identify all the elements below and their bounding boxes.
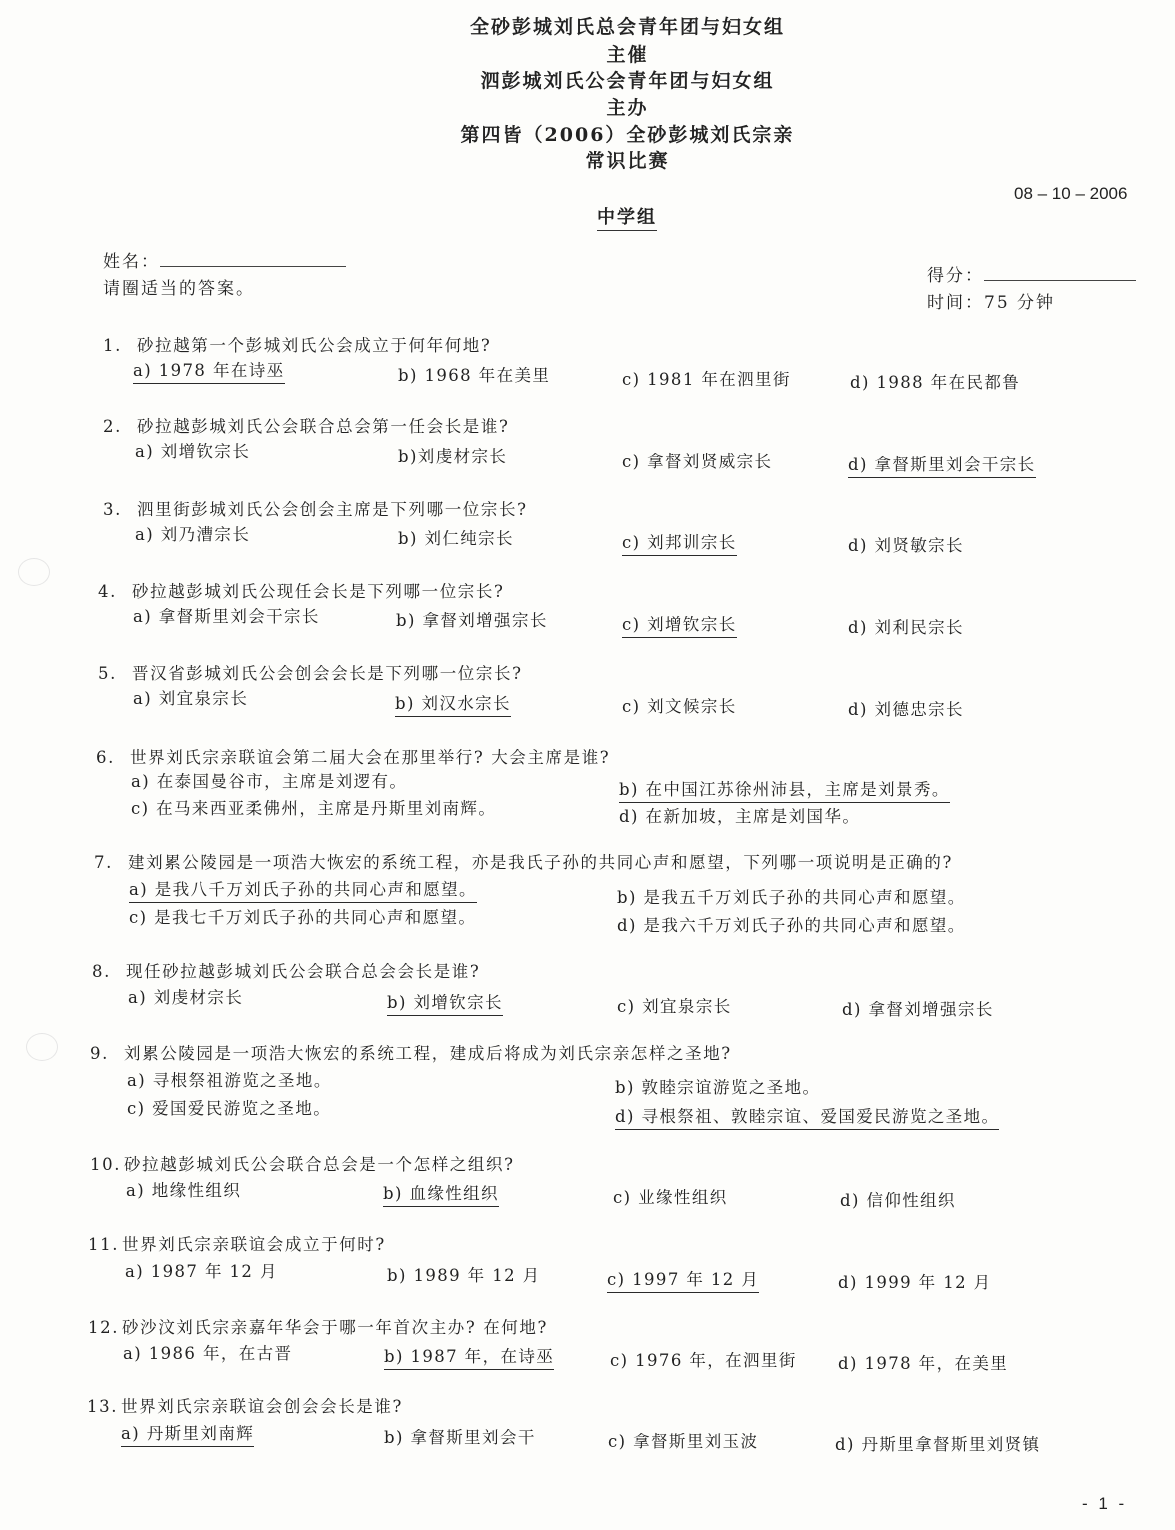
q11-option-a: a) 1987 年 12 月 bbox=[125, 1262, 278, 1281]
q5-option-a: a) 刘宜泉宗长 bbox=[133, 689, 249, 708]
q1-option-c: c) 1981 年在泗里街 bbox=[622, 370, 791, 389]
q13-option-a: a) 丹斯里刘南辉 bbox=[121, 1420, 254, 1447]
question-text: 现任砂拉越彭城刘氏公会联合总会会长是谁? bbox=[126, 962, 481, 981]
time-limit: 时间：75 分钟 bbox=[927, 293, 1056, 313]
q9-option-b: b) 敦睦宗谊游览之圣地。 bbox=[615, 1078, 821, 1097]
q2-option-b: b)刘虔材宗长 bbox=[398, 447, 508, 466]
q12-option-a: a) 1986 年，在古晋 bbox=[123, 1344, 293, 1363]
q8-option-b: b) 刘增钦宗长 bbox=[387, 989, 503, 1016]
question-8: 8. 现任砂拉越彭城刘氏公会联合总会会长是谁? bbox=[92, 962, 481, 981]
q11-option-c: c) 1997 年 12 月 bbox=[607, 1266, 759, 1293]
q6-option-b: b) 在中国江苏徐州沛县，主席是刘景秀。 bbox=[619, 776, 950, 803]
event-title: 第四皆（2006）全砂彭城刘氏宗亲 bbox=[460, 124, 795, 146]
q9-option-d: d) 寻根祭祖、敦睦宗谊、爱国爱民游览之圣地。 bbox=[615, 1103, 999, 1130]
event-subtitle: 常识比赛 bbox=[585, 150, 670, 172]
name-blank bbox=[160, 252, 346, 267]
q5-option-b: b) 刘汉水宗长 bbox=[395, 690, 511, 717]
q13-option-b: b) 拿督斯里刘会干 bbox=[384, 1428, 536, 1447]
question-2: 2. 砂拉越彭城刘氏公会联合总会第一任会长是谁? bbox=[103, 417, 510, 436]
q12-option-d: d) 1978 年，在美里 bbox=[838, 1354, 1009, 1373]
question-text: 世界刘氏宗亲联谊会第二届大会在那里举行? 大会主席是谁? bbox=[130, 748, 611, 767]
q6-option-d: d) 在新加坡，主席是刘国华。 bbox=[619, 807, 861, 826]
section-title: 中学组 bbox=[597, 203, 657, 231]
page-number: - 1 - bbox=[1082, 1494, 1128, 1513]
q12-option-b: b) 1987 年，在诗巫 bbox=[384, 1343, 554, 1370]
question-text: 砂沙汶刘氏宗亲嘉年华会于哪一年首次主办? 在何地? bbox=[122, 1318, 548, 1337]
q2-option-d: d) 拿督斯里刘会干宗长 bbox=[848, 451, 1036, 478]
q9-option-c: c) 爱国爱民游览之圣地。 bbox=[127, 1099, 332, 1118]
q10-option-c: c) 业缘性组织 bbox=[613, 1188, 728, 1207]
q3-option-d: d) 刘贤敏宗长 bbox=[848, 536, 964, 555]
q6-option-c: c) 在马来西亚柔佛州，主席是丹斯里刘南辉。 bbox=[131, 799, 497, 818]
question-text: 砂拉越彭城刘氏公会联合总会是一个怎样之组织? bbox=[124, 1155, 515, 1174]
question-text: 晋汉省彭城刘氏公会创会会长是下列哪一位宗长? bbox=[132, 664, 523, 683]
q4-option-b: b) 拿督刘增强宗长 bbox=[396, 611, 548, 630]
q10-option-a: a) 地缘性组织 bbox=[126, 1181, 242, 1200]
q10-option-d: d) 信仰性组织 bbox=[840, 1191, 956, 1210]
question-7: 7. 建刘累公陵园是一项浩大恢宏的系统工程，亦是我氏子孙的共同心声和愿望，下列哪一项说明是正确的? bbox=[94, 853, 953, 872]
q4-option-c: c) 刘增钦宗长 bbox=[622, 611, 737, 638]
host-title: 泗彭城刘氏公会青年团与妇女组 bbox=[480, 70, 775, 92]
exam-date: 08 – 10 – 2006 bbox=[1014, 184, 1128, 203]
q1-option-b: b) 1968 年在美里 bbox=[398, 366, 551, 385]
instruction: 请圈适当的答案。 bbox=[103, 279, 255, 299]
q3-option-b: b) 刘仁纯宗长 bbox=[398, 529, 514, 548]
q9-option-a: a) 寻根祭祖游览之圣地。 bbox=[127, 1071, 332, 1090]
question-6: 6. 世界刘氏宗亲联谊会第二届大会在那里举行? 大会主席是谁? bbox=[96, 748, 611, 767]
q7-option-b: b) 是我五千万刘氏子孙的共同心声和愿望。 bbox=[617, 888, 966, 907]
question-9: 9. 刘累公陵园是一项浩大恢宏的系统工程，建成后将成为刘氏宗亲怎样之圣地? bbox=[90, 1044, 732, 1063]
name-field bbox=[103, 247, 346, 272]
q7-option-d: d) 是我六千万刘氏子孙的共同心声和愿望。 bbox=[617, 916, 966, 935]
question-3: 3. 泗里街彭城刘氏公会创会主席是下列哪一位宗长? bbox=[103, 500, 528, 519]
punch-hole bbox=[18, 558, 50, 586]
q7-option-a: a) 是我八千万刘氏子孙的共同心声和愿望。 bbox=[129, 876, 477, 903]
question-5: 5. 晋汉省彭城刘氏公会创会会长是下列哪一位宗长? bbox=[98, 664, 523, 683]
q5-option-d: d) 刘德忠宗长 bbox=[848, 700, 964, 719]
punch-hole bbox=[26, 1033, 58, 1061]
question-text: 建刘累公陵园是一项浩大恢宏的系统工程，亦是我氏子孙的共同心声和愿望，下列哪一项说明是正确的? bbox=[128, 853, 953, 872]
question-text: 世界刘氏宗亲联谊会创会会长是谁? bbox=[121, 1397, 403, 1416]
q10-option-b: b) 血缘性组织 bbox=[383, 1180, 499, 1207]
question-1: 1. 砂拉越第一个彭城刘氏公会成立于何年何地? bbox=[103, 336, 492, 355]
q3-option-c: c) 刘邦训宗长 bbox=[622, 529, 737, 556]
host-role: 主办 bbox=[606, 97, 649, 119]
q13-option-d: d) 丹斯里拿督斯里刘贤镇 bbox=[835, 1435, 1041, 1454]
q8-option-c: c) 刘宜泉宗长 bbox=[617, 997, 732, 1016]
question-10: 10. 砂拉越彭城刘氏公会联合总会是一个怎样之组织? bbox=[90, 1155, 515, 1174]
question-11: 11. 世界刘氏宗亲联谊会成立于何时? bbox=[88, 1235, 386, 1254]
question-text: 砂拉越彭城刘氏公现任会长是下列哪一位宗长? bbox=[132, 582, 505, 601]
q6-option-a: a) 在泰国曼谷市，主席是刘逻有。 bbox=[131, 772, 408, 791]
q1-option-d: d) 1988 年在民都鲁 bbox=[850, 373, 1021, 392]
q7-option-c: c) 是我七千万刘氏子孙的共同心声和愿望。 bbox=[129, 908, 477, 927]
q5-option-c: c) 刘文候宗长 bbox=[622, 697, 737, 716]
question-4: 4. 砂拉越彭城刘氏公现任会长是下列哪一位宗长? bbox=[98, 582, 505, 601]
q4-option-a: a) 拿督斯里刘会干宗长 bbox=[133, 607, 320, 626]
q2-option-a: a) 刘增钦宗长 bbox=[135, 442, 251, 461]
question-text: 砂拉越第一个彭城刘氏公会成立于何年何地? bbox=[137, 336, 492, 355]
score-label: 得分： bbox=[927, 266, 984, 286]
q12-option-c: c) 1976 年，在泗里街 bbox=[610, 1351, 797, 1370]
question-text: 砂拉越彭城刘氏公会联合总会第一任会长是谁? bbox=[137, 417, 510, 436]
organizer-role: 主催 bbox=[606, 44, 649, 66]
q4-option-d: d) 刘利民宗长 bbox=[848, 618, 964, 637]
q1-option-a: a) 1978 年在诗巫 bbox=[133, 357, 285, 384]
question-13: 13. 世界刘氏宗亲联谊会创会会长是谁? bbox=[87, 1397, 403, 1416]
q11-option-d: d) 1999 年 12 月 bbox=[838, 1273, 992, 1292]
q3-option-a: a) 刘乃漕宗长 bbox=[135, 525, 251, 544]
name-label: 姓名： bbox=[103, 252, 160, 272]
question-text: 世界刘氏宗亲联谊会成立于何时? bbox=[122, 1235, 386, 1254]
score-blank bbox=[984, 266, 1136, 281]
question-text: 刘累公陵园是一项浩大恢宏的系统工程，建成后将成为刘氏宗亲怎样之圣地? bbox=[124, 1044, 732, 1063]
question-12: 12. 砂沙汶刘氏宗亲嘉年华会于哪一年首次主办? 在何地? bbox=[88, 1318, 548, 1337]
q13-option-c: c) 拿督斯里刘玉波 bbox=[608, 1432, 759, 1451]
question-text: 泗里街彭城刘氏公会创会主席是下列哪一位宗长? bbox=[137, 500, 528, 519]
q11-option-b: b) 1989 年 12 月 bbox=[387, 1266, 541, 1285]
q2-option-c: c) 拿督刘贤威宗长 bbox=[622, 452, 773, 471]
score-field bbox=[927, 261, 1136, 286]
organizer-title: 全砂彭城刘氏总会青年团与妇女组 bbox=[469, 16, 785, 38]
q8-option-a: a) 刘虔材宗长 bbox=[128, 988, 244, 1007]
q8-option-d: d) 拿督刘增强宗长 bbox=[842, 1000, 994, 1019]
